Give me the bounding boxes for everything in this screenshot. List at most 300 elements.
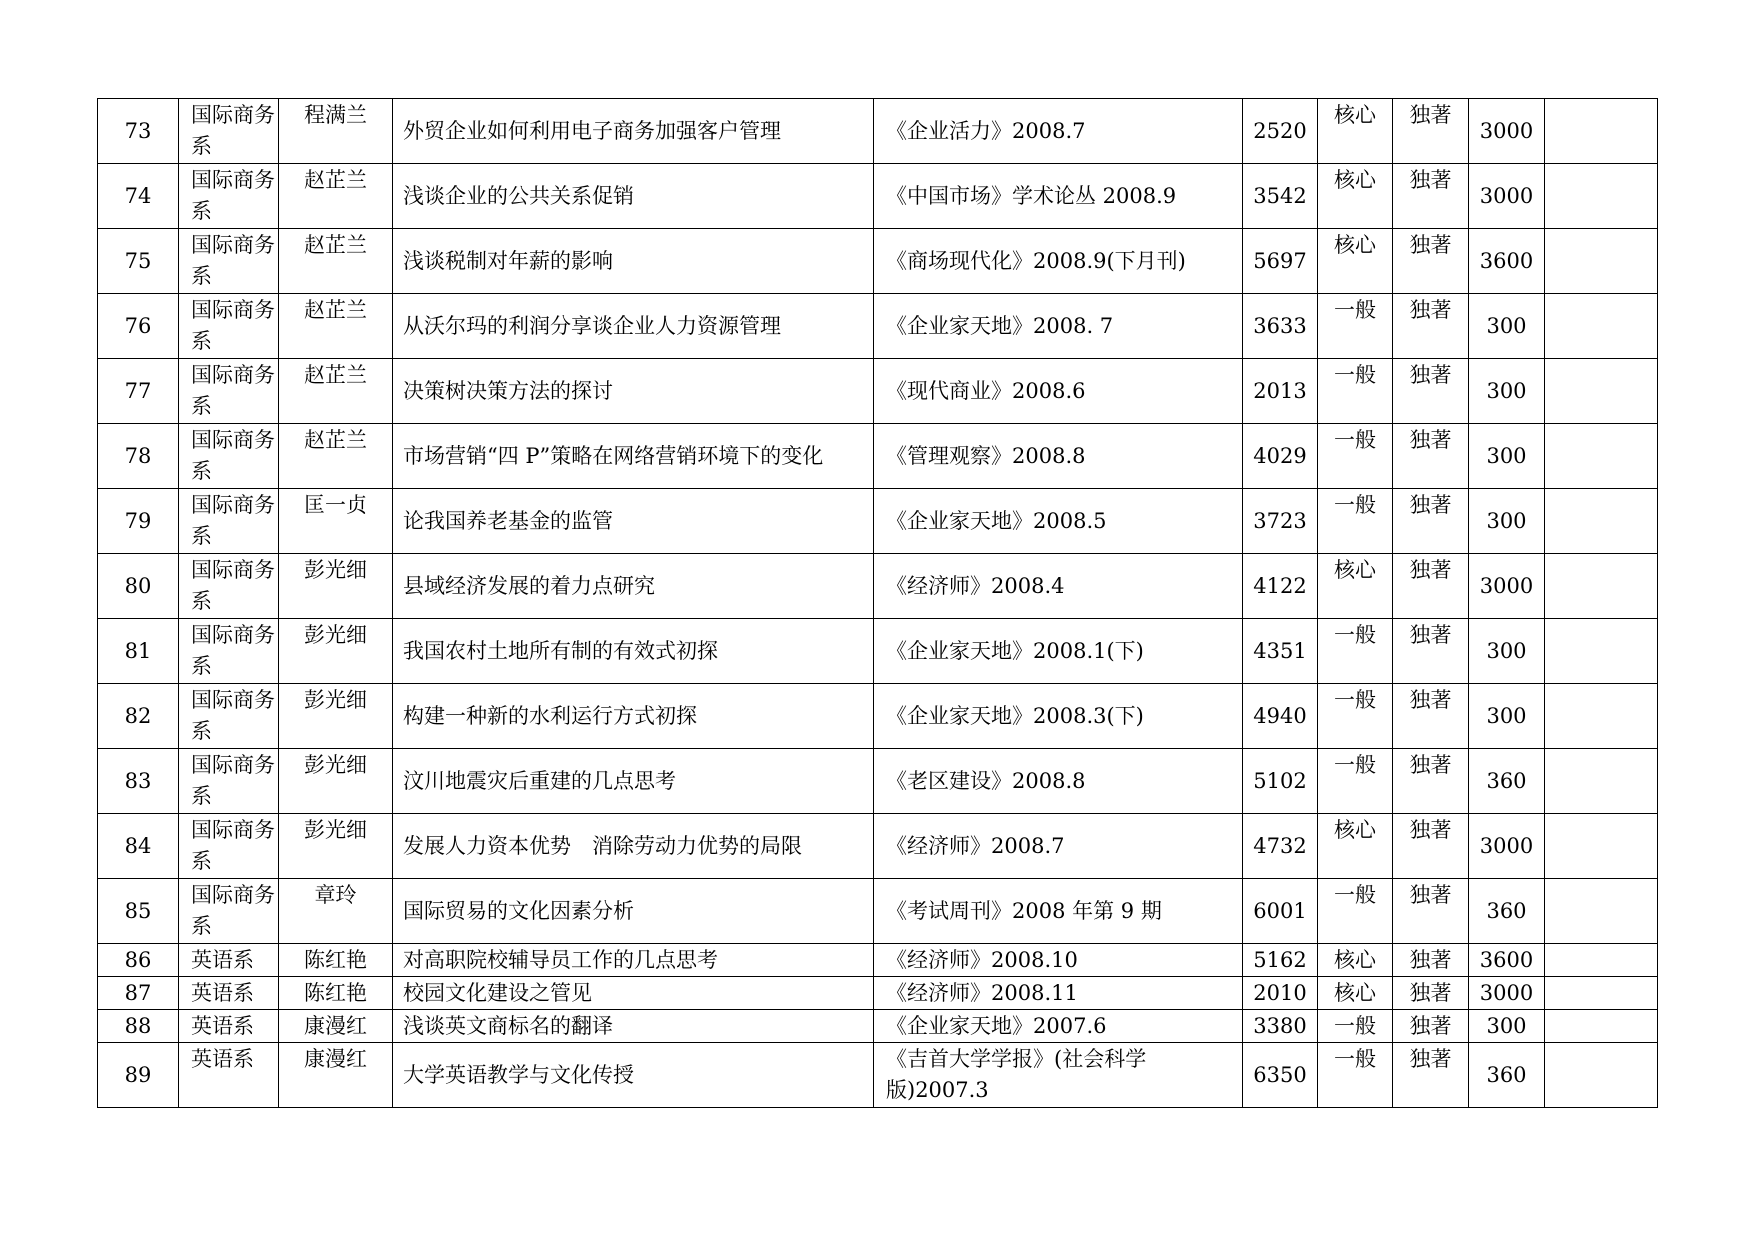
author-cell [279,554,393,619]
department-cell [179,977,279,1010]
author-cell-text: 匡一贞 [304,493,367,517]
row-number-text: 73 [124,118,152,143]
author-cell [279,1010,393,1043]
department-cell [179,359,279,424]
amount-cell [1469,977,1545,1010]
journal-cell-text: 《企业家天地》2008. 7 [886,313,1114,338]
authorship-cell-text: 独著 [1409,1047,1452,1071]
authorship-cell [1393,554,1469,619]
amount-cell-text: 300 [1486,703,1527,728]
level-cell-text: 核心 [1334,233,1376,257]
table-row [98,359,1658,424]
row-number-text: 87 [124,980,152,1005]
code-cell [1243,359,1318,424]
level-cell-text: 一般 [1334,1047,1376,1071]
amount-cell [1469,229,1545,294]
table-row [98,229,1658,294]
amount-cell [1469,1010,1545,1043]
note-cell [1545,164,1658,229]
row-number [98,1010,179,1043]
level-cell [1318,489,1393,554]
department-cell [179,164,279,229]
paper-title-cell [393,814,874,879]
journal-cell [874,164,1243,229]
department-cell [179,1010,279,1043]
paper-title-cell-text: 决策树决策方法的探讨 [403,378,613,403]
journal-cell [874,879,1243,944]
code-cell [1243,229,1318,294]
row-number [98,619,179,684]
amount-cell-text: 300 [1486,313,1527,338]
author-cell-text: 陈红艳 [304,980,367,1005]
paper-title-cell-text: 论我国养老基金的监管 [403,508,613,533]
level-cell [1318,1010,1393,1043]
journal-cell-text: 《企业家天地》2008.3(下) [886,703,1144,728]
author-cell [279,99,393,164]
level-cell-text: 一般 [1334,753,1376,777]
author-cell [279,294,393,359]
authorship-cell-text: 独著 [1409,298,1452,322]
table-row [98,749,1658,814]
paper-title-cell [393,489,874,554]
note-cell [1545,879,1658,944]
paper-title-cell-text: 构建一种新的水利运行方式初探 [403,703,697,728]
author-cell [279,619,393,684]
code-cell [1243,164,1318,229]
journal-cell-text: 《经济师》2008.11 [886,980,1078,1005]
authorship-cell-text: 独著 [1409,233,1452,257]
journal-cell [874,359,1243,424]
row-number-text: 77 [124,378,152,403]
department-cell [179,229,279,294]
level-cell-text: 核心 [1334,558,1376,582]
author-cell-text: 彭光细 [304,753,367,777]
journal-cell [874,294,1243,359]
row-number [98,814,179,879]
paper-title-cell-text: 国际贸易的文化因素分析 [403,898,634,923]
amount-cell-text: 300 [1486,1013,1527,1038]
journal-cell [874,229,1243,294]
authorship-cell [1393,814,1469,879]
row-number [98,424,179,489]
author-cell [279,944,393,977]
department-cell-text: 国际商务系 [191,623,275,678]
author-cell-text: 彭光细 [304,818,367,842]
journal-cell-text: 《经济师》2008.7 [886,833,1065,858]
paper-title-cell [393,944,874,977]
row-number [98,294,179,359]
row-number [98,684,179,749]
code-cell-text: 2013 [1253,378,1307,403]
level-cell-text: 一般 [1334,623,1376,647]
amount-cell [1469,294,1545,359]
row-number [98,489,179,554]
authorship-cell [1393,99,1469,164]
row-number-text: 75 [124,248,152,273]
journal-cell [874,489,1243,554]
paper-title-cell-text: 对高职院校辅导员工作的几点思考 [403,947,718,972]
row-number-text: 84 [124,833,152,858]
note-cell [1545,99,1658,164]
note-cell [1545,424,1658,489]
code-cell-text: 3542 [1253,183,1307,208]
authorship-cell [1393,424,1469,489]
amount-cell-text: 360 [1486,768,1527,793]
amount-cell-text: 300 [1486,378,1527,403]
paper-title-cell [393,749,874,814]
amount-cell [1469,1043,1545,1108]
authorship-cell [1393,1010,1469,1043]
paper-title-cell [393,619,874,684]
table-row [98,424,1658,489]
journal-cell [874,1010,1243,1043]
author-cell [279,489,393,554]
author-cell [279,359,393,424]
level-cell [1318,619,1393,684]
row-number-text: 80 [124,573,152,598]
level-cell [1318,814,1393,879]
department-cell-text: 国际商务系 [191,233,275,288]
department-cell [179,879,279,944]
code-cell-text: 6001 [1253,898,1307,923]
journal-cell-text: 《企业家天地》2007.6 [886,1013,1107,1038]
paper-title-cell-text: 外贸企业如何利用电子商务加强客户管理 [403,118,781,143]
authorship-cell [1393,164,1469,229]
department-cell-text: 国际商务系 [191,688,275,743]
paper-title-cell [393,424,874,489]
level-cell-text: 核心 [1334,947,1376,972]
code-cell-text: 4029 [1253,443,1307,468]
authorship-cell-text: 独著 [1409,623,1452,647]
note-cell [1545,944,1658,977]
department-cell-text: 英语系 [191,980,254,1005]
authorship-cell [1393,619,1469,684]
level-cell [1318,229,1393,294]
code-cell [1243,944,1318,977]
author-cell-text: 赵芷兰 [304,233,367,257]
department-cell-text: 英语系 [191,1047,254,1071]
paper-title-cell [393,977,874,1010]
code-cell [1243,489,1318,554]
note-cell [1545,749,1658,814]
level-cell [1318,554,1393,619]
journal-cell-text: 《企业活力》2008.7 [886,118,1086,143]
journal-cell [874,749,1243,814]
authorship-cell-text: 独著 [1409,883,1452,907]
department-cell-text: 英语系 [191,947,254,972]
author-cell [279,164,393,229]
code-cell-text: 3380 [1253,1013,1307,1038]
authorship-cell [1393,879,1469,944]
paper-title-cell-text: 从沃尔玛的利润分享谈企业人力资源管理 [403,313,781,338]
paper-title-cell-text: 县域经济发展的着力点研究 [403,573,655,598]
publication-table [97,98,1658,1108]
amount-cell-text: 3000 [1479,573,1534,598]
code-cell [1243,99,1318,164]
authorship-cell-text: 独著 [1409,947,1452,972]
row-number-text: 78 [124,443,152,468]
authorship-cell [1393,294,1469,359]
row-number-text: 85 [124,898,152,923]
amount-cell [1469,749,1545,814]
author-cell [279,977,393,1010]
department-cell [179,684,279,749]
journal-cell [874,424,1243,489]
author-cell-text: 彭光细 [304,558,367,582]
row-number-text: 89 [124,1062,152,1087]
table-row [98,1043,1658,1108]
amount-cell [1469,424,1545,489]
journal-cell-text: 《老区建设》2008.8 [886,768,1086,793]
journal-cell-text: 《企业家天地》2008.5 [886,508,1107,533]
level-cell [1318,1043,1393,1108]
paper-title-cell-text: 汶川地震灾后重建的几点思考 [403,768,676,793]
paper-title-cell-text: 浅谈税制对年薪的影响 [403,248,613,273]
authorship-cell-text: 独著 [1409,818,1452,842]
table-row [98,977,1658,1010]
amount-cell-text: 3000 [1479,833,1534,858]
level-cell [1318,359,1393,424]
amount-cell-text: 360 [1486,898,1527,923]
journal-cell [874,814,1243,879]
code-cell-text: 5162 [1253,947,1307,972]
amount-cell [1469,619,1545,684]
amount-cell [1469,879,1545,944]
code-cell [1243,1043,1318,1108]
journal-cell-text: 《商场现代化》2008.9(下月刊) [886,248,1186,273]
authorship-cell-text: 独著 [1409,428,1452,452]
amount-cell [1469,944,1545,977]
journal-cell-text: 《中国市场》学术论丛 2008.9 [886,183,1177,208]
level-cell-text: 核心 [1334,980,1376,1005]
department-cell [179,1043,279,1108]
paper-title-cell [393,99,874,164]
authorship-cell-text: 独著 [1409,688,1452,712]
row-number-text: 81 [124,638,152,663]
table-row [98,164,1658,229]
code-cell-text: 4732 [1253,833,1307,858]
amount-cell-text: 3600 [1479,947,1534,972]
paper-title-cell [393,1010,874,1043]
note-cell [1545,359,1658,424]
level-cell-text: 一般 [1334,493,1376,517]
paper-title-cell [393,684,874,749]
level-cell [1318,879,1393,944]
note-cell [1545,1010,1658,1043]
level-cell-text: 核心 [1334,168,1376,192]
row-number-text: 86 [124,947,152,972]
row-number [98,749,179,814]
amount-cell-text: 3000 [1479,183,1534,208]
table-row [98,684,1658,749]
code-cell-text: 4940 [1253,703,1307,728]
row-number-text: 88 [124,1013,152,1038]
author-cell-text: 程满兰 [304,103,367,127]
department-cell [179,554,279,619]
journal-cell [874,944,1243,977]
table-row [98,814,1658,879]
department-cell [179,749,279,814]
journal-cell [874,619,1243,684]
table-row [98,294,1658,359]
authorship-cell [1393,1043,1469,1108]
journal-cell [874,977,1243,1010]
code-cell [1243,814,1318,879]
department-cell [179,619,279,684]
author-cell [279,879,393,944]
authorship-cell [1393,944,1469,977]
level-cell [1318,294,1393,359]
amount-cell [1469,164,1545,229]
amount-cell [1469,359,1545,424]
amount-cell [1469,489,1545,554]
amount-cell [1469,99,1545,164]
authorship-cell [1393,684,1469,749]
paper-title-cell-text: 浅谈企业的公共关系促销 [403,183,634,208]
code-cell [1243,684,1318,749]
journal-cell [874,554,1243,619]
authorship-cell [1393,749,1469,814]
amount-cell [1469,554,1545,619]
department-cell-text: 国际商务系 [191,103,275,158]
paper-title-cell-text: 市场营销“四 P”策略在网络营销环境下的变化 [403,443,824,468]
level-cell-text: 一般 [1334,1013,1376,1038]
note-cell [1545,294,1658,359]
author-cell-text: 赵芷兰 [304,363,367,387]
paper-title-cell [393,1043,874,1108]
authorship-cell-text: 独著 [1409,1013,1452,1038]
department-cell-text: 国际商务系 [191,818,275,873]
authorship-cell-text: 独著 [1409,168,1452,192]
level-cell-text: 一般 [1334,883,1376,907]
paper-title-cell [393,294,874,359]
journal-cell [874,99,1243,164]
row-number-text: 79 [124,508,152,533]
authorship-cell-text: 独著 [1409,363,1452,387]
paper-title-cell [393,879,874,944]
code-cell-text: 6350 [1253,1062,1307,1087]
department-cell-text: 国际商务系 [191,883,275,938]
row-number [98,1043,179,1108]
amount-cell [1469,684,1545,749]
code-cell-text: 5697 [1253,248,1307,273]
author-cell [279,229,393,294]
level-cell-text: 一般 [1334,363,1376,387]
note-cell [1545,554,1658,619]
authorship-cell-text: 独著 [1409,103,1452,127]
note-cell [1545,489,1658,554]
row-number [98,554,179,619]
department-cell-text: 国际商务系 [191,493,275,548]
table-row [98,619,1658,684]
level-cell-text: 一般 [1334,688,1376,712]
level-cell [1318,684,1393,749]
department-cell-text: 国际商务系 [191,168,275,223]
department-cell [179,424,279,489]
level-cell-text: 核心 [1334,818,1376,842]
amount-cell-text: 3000 [1479,980,1534,1005]
journal-cell-text: 《现代商业》2008.6 [886,378,1086,403]
author-cell [279,684,393,749]
journal-cell-text: 《管理观察》2008.8 [886,443,1086,468]
table-body [98,99,1658,1108]
code-cell-text: 3633 [1253,313,1307,338]
code-cell-text: 2010 [1253,980,1307,1005]
row-number [98,879,179,944]
code-cell-text: 2520 [1253,118,1307,143]
amount-cell-text: 300 [1486,508,1527,533]
department-cell-text: 国际商务系 [191,428,275,483]
code-cell [1243,294,1318,359]
row-number [98,944,179,977]
author-cell-text: 康漫红 [304,1013,367,1038]
code-cell [1243,749,1318,814]
row-number [98,164,179,229]
table-row [98,554,1658,619]
department-cell-text: 国际商务系 [191,558,275,613]
journal-cell-text: 《经济师》2008.10 [886,947,1078,972]
paper-title-cell [393,164,874,229]
author-cell-text: 彭光细 [304,688,367,712]
authorship-cell-text: 独著 [1409,753,1452,777]
journal-cell [874,684,1243,749]
table-row [98,489,1658,554]
code-cell-text: 5102 [1253,768,1307,793]
department-cell [179,489,279,554]
authorship-cell-text: 独著 [1409,980,1452,1005]
department-cell-text: 英语系 [191,1013,254,1038]
authorship-cell-text: 独著 [1409,558,1452,582]
author-cell-text: 赵芷兰 [304,298,367,322]
paper-title-cell [393,554,874,619]
authorship-cell [1393,489,1469,554]
amount-cell-text: 300 [1486,443,1527,468]
department-cell-text: 国际商务系 [191,298,275,353]
code-cell [1243,1010,1318,1043]
author-cell-text: 赵芷兰 [304,428,367,452]
author-cell-text: 陈红艳 [304,947,367,972]
row-number [98,99,179,164]
journal-cell-text: 《经济师》2008.4 [886,573,1065,598]
row-number-text: 74 [124,183,152,208]
level-cell-text: 核心 [1334,103,1376,127]
note-cell [1545,814,1658,879]
code-cell [1243,424,1318,489]
author-cell [279,424,393,489]
journal-cell [874,1043,1243,1108]
author-cell-text: 赵芷兰 [304,168,367,192]
amount-cell [1469,814,1545,879]
level-cell [1318,749,1393,814]
level-cell-text: 一般 [1334,298,1376,322]
journal-cell-text: 《吉首大学学报》(社会科学版)2007.3 [886,1047,1147,1102]
department-cell-text: 国际商务系 [191,753,275,808]
row-number-text: 83 [124,768,152,793]
paper-title-cell-text: 发展人力资本优势 消除劳动力优势的局限 [403,833,802,858]
paper-title-cell-text: 浅谈英文商标名的翻译 [403,1013,613,1038]
author-cell-text: 章玲 [314,883,357,907]
row-number [98,359,179,424]
level-cell-text: 一般 [1334,428,1376,452]
author-cell [279,1043,393,1108]
department-cell [179,814,279,879]
department-cell [179,944,279,977]
code-cell [1243,977,1318,1010]
paper-title-cell [393,359,874,424]
note-cell [1545,619,1658,684]
code-cell [1243,879,1318,944]
note-cell [1545,229,1658,294]
